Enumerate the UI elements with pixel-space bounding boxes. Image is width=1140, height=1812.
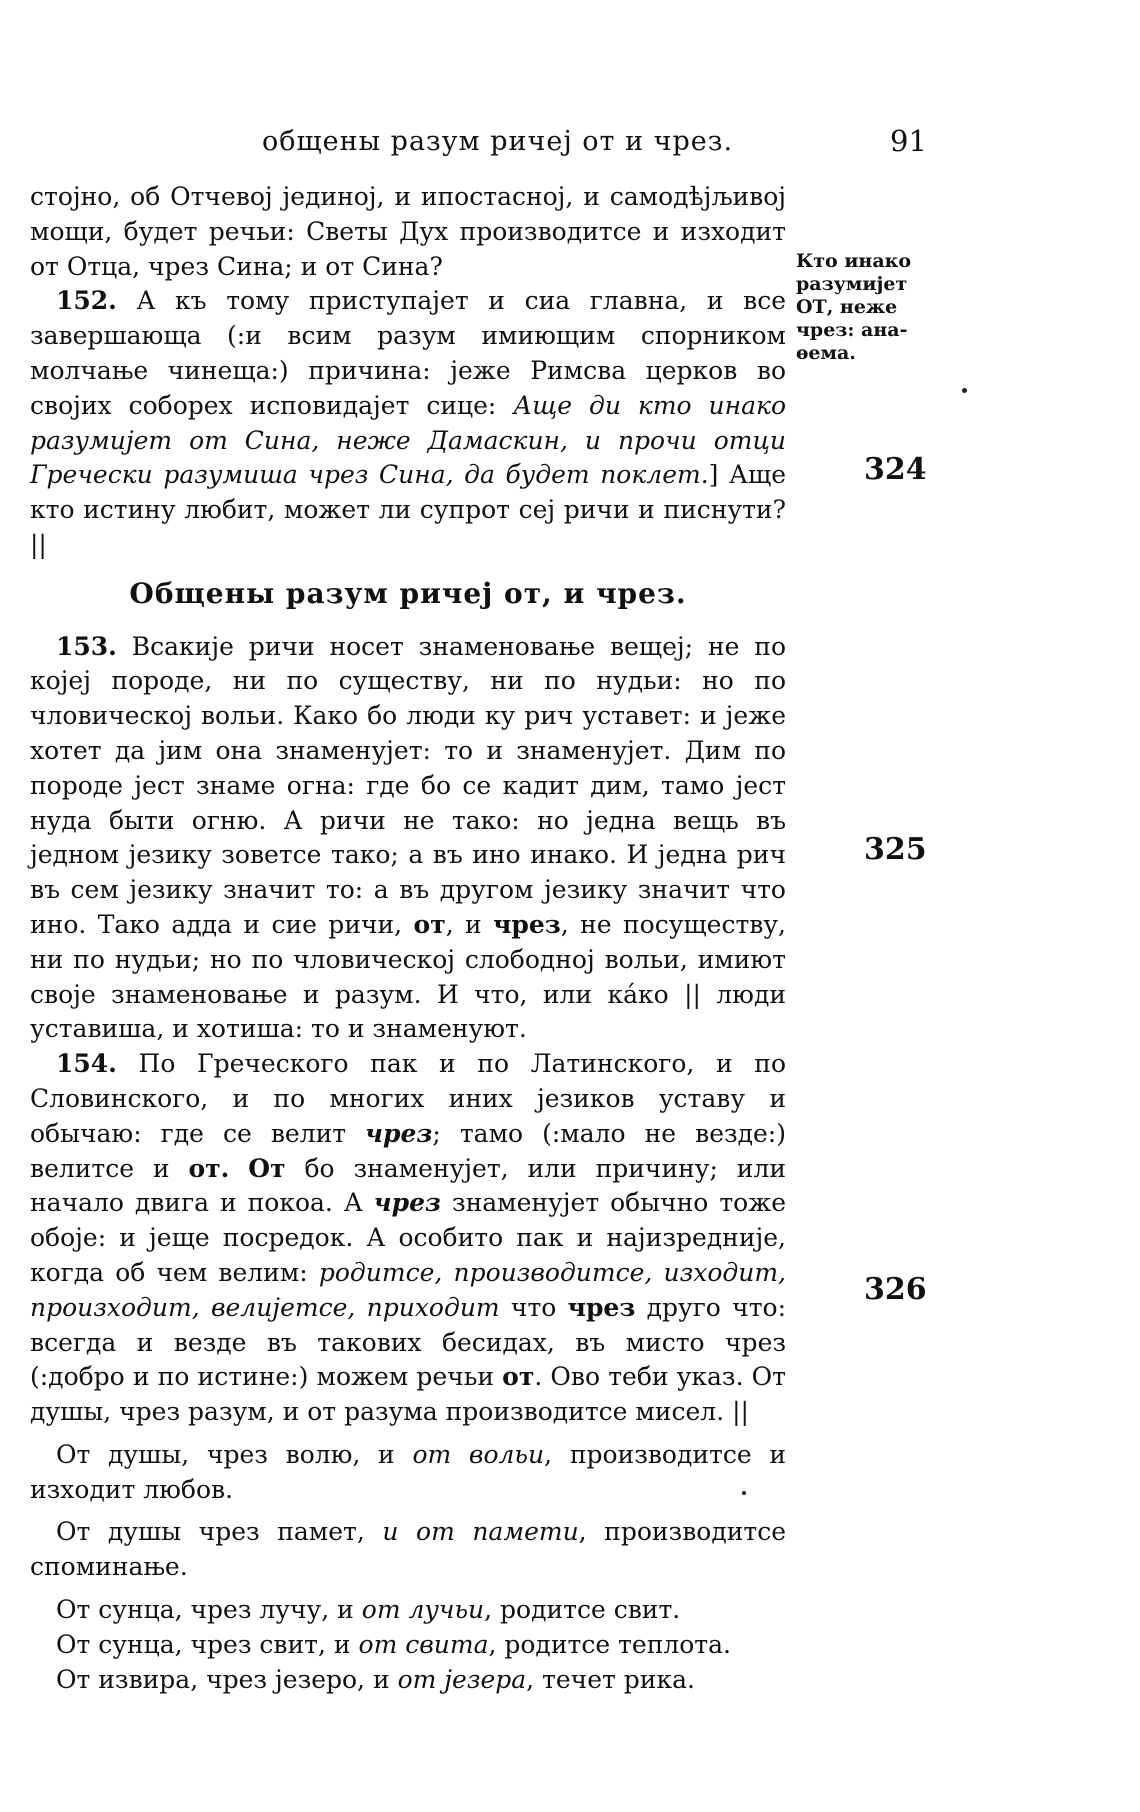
italic-phrase: от вольи (412, 1439, 545, 1469)
text-run: друго что: всегда и везде въ такових бесидах, въ мисто чрез (:добро и по истине:) можем речьи (30, 1292, 786, 1392)
text-run: По Греческого пак и по Латинского, и по Словинского, и по многих иних језиков уставу и обычаю: где се велит (30, 1049, 786, 1148)
paragraph-number: 153. (56, 631, 117, 661)
paragraph-154 (30, 1047, 786, 1430)
bold-word: чрез (567, 1292, 636, 1322)
example-line (30, 1663, 786, 1698)
italic-phrase: от језера (397, 1664, 527, 1694)
italic-quote: Аще ди кто инако разумијет от Сина, неже Дамаскин, и прочи отци Гречески разумиша чрез Сина, да будет поклет. (30, 390, 786, 490)
bold-word: от (413, 909, 446, 939)
margin-note (796, 250, 912, 365)
ink-speck (962, 388, 967, 393)
italic-phrase: от свита (358, 1629, 489, 1659)
margin-number: 325 (864, 832, 927, 867)
text-run: , родитсе свит. (484, 1595, 681, 1625)
text-run: бо знаменујет, или причину; или начало двига и покоа. А (30, 1153, 787, 1218)
text-run: , производитсе и изходит любов. (30, 1439, 787, 1504)
paragraph-152 (30, 284, 786, 562)
text-run: , родитсе теплота. (488, 1629, 731, 1659)
paragraph-number: 154. (56, 1049, 117, 1079)
text-run: От извира, чрез језеро, и (56, 1664, 398, 1694)
text-run: , и (445, 909, 494, 939)
text-run: ; тамо (:мало не везде:) велитсе и (30, 1118, 786, 1183)
text-run: , течет рика. (526, 1664, 695, 1694)
example-line (30, 1515, 786, 1585)
text-run: Всакије ричи носет знаменовање вещеј; не по којеј породе, ни по существу, ни по нудьи: но по чловическој вольи. Како бо люди ку рич уставет: и јеже хотет да јим она знаменујет: то и знаменујет. Дим по породе јест знаме огна: где бо се кадит дим, тамо јест нуда быти огню. А ричи не тако: но једна вещь въ једном језику зоветсе тако; а въ ино инако. И једна рич въ сем језику значит то: а въ другом језику значит что ино. Тако адда и сие ричи, (30, 631, 786, 939)
text-run: От сунца, чрез лучу, и (56, 1595, 362, 1625)
text-run: знаменујет обычно тоже обоје: и јеще посредок. А особито пак и најизреднијe, когда об чем велим: (30, 1188, 787, 1287)
text-run (229, 1154, 248, 1183)
margin-note-line: ОТ, неже (796, 296, 898, 318)
italic-phrase: и от памети (382, 1517, 579, 1547)
text-run: От сунца, чрез свит, и (56, 1629, 359, 1659)
margin-note-line: ѳема. (796, 342, 856, 364)
margin-note-line: разумијет (796, 273, 908, 295)
main-text-column (30, 180, 786, 1697)
example-line (30, 1628, 786, 1663)
paragraph-continued: стојно, об Отчевој јединој, и ипостасној, и самодѣјљивој мощи, будет речьи: Светы Дух производитсе и изходит от Отца, чрез Сина; и от Сина? (30, 182, 786, 281)
running-title: общены разум ричеј от и чрез. (262, 126, 734, 157)
text-run: ] Аще кто истину любит, может ли супрот сеј ричи и писнути? || (30, 460, 787, 559)
margin-number: 326 (864, 1272, 927, 1307)
text-run: От душы, чрез волю, и (56, 1439, 413, 1469)
ink-speck (742, 1491, 746, 1495)
text-run: . Ово теби указ. От душы, чрез разум, и от разума производитсе мисел. || (30, 1362, 786, 1427)
example-line (30, 1593, 786, 1628)
margin-note-line: Кто инако (796, 250, 912, 272)
italic-phrase: от лучьи (361, 1595, 485, 1625)
bold-word: чрез (493, 909, 561, 939)
margin-number: 324 (864, 452, 927, 487)
section-heading: Общены разум ричеј от, и чрез. (129, 576, 687, 610)
bold-word: от. (188, 1153, 230, 1183)
italic-phrase: родитсе, производитсе, изходит, произходит, велијетсе, приходит (30, 1257, 786, 1322)
paragraph-153 (30, 630, 786, 1048)
text-run: , не посуществу, ни по нудьи; но по чловическој слободној вольи, имиют своје знаменовање и разум. И что, или ка́ко || люди уставиша, и хотиша: то и знаменуют. (30, 909, 787, 1044)
example-line (30, 1438, 786, 1508)
text-run: А къ тому приступајет и сиа главна, и все завершающа (:и всим разум имиющим спорником молчање чинеща:) причина: јеже Римсва церков во својих соборех исповидајет сице: (30, 286, 786, 420)
bold-word: От (248, 1153, 286, 1183)
text-run: что (499, 1292, 568, 1322)
bold-italic-word: чрез (373, 1188, 441, 1218)
margin-note-line: чрез: ана- (796, 319, 908, 341)
bold-italic-word: чрез (365, 1118, 433, 1148)
page-number: 91 (890, 124, 927, 158)
text-run: От душы чрез памет, (56, 1517, 383, 1547)
bold-word: от (502, 1362, 535, 1392)
text-run: , производитсе споминање. (30, 1517, 787, 1582)
paragraph-number: 152. (56, 286, 117, 316)
